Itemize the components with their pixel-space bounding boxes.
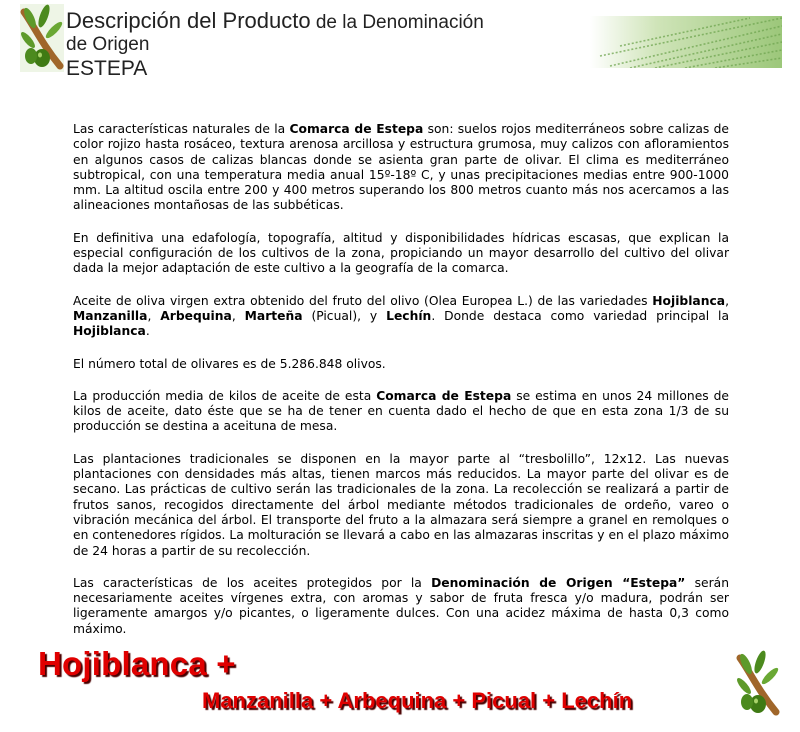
text-run: , bbox=[725, 293, 729, 308]
text-run: (Picual), y bbox=[302, 308, 387, 323]
product-description bbox=[73, 122, 729, 654]
bold-text: Manzanilla bbox=[73, 308, 148, 323]
olive-branch-icon bbox=[736, 650, 780, 718]
bold-text: Arbequina bbox=[160, 308, 232, 323]
olive-branch-icon bbox=[20, 4, 64, 72]
page-title bbox=[66, 8, 586, 81]
text-run: En definitiva una edafología, topografía, altitud y disponibilidades hídricas escasas, que explican la especial configuración de los cultivos de la zona, propiciando un mayor desarrollo del cultivo del olivar dada la mejor adaptación de este cultivo a la geografía de la comarca. bbox=[73, 230, 729, 276]
paragraph bbox=[73, 389, 729, 435]
bold-text: Hojiblanca bbox=[73, 324, 146, 339]
paragraph bbox=[73, 576, 729, 637]
title-main: Descripción del Producto bbox=[66, 8, 311, 33]
title-line-3: ESTEPA bbox=[66, 56, 148, 80]
bold-text: Denominación de Origen “Estepa” bbox=[431, 575, 686, 590]
olive-grove-image bbox=[590, 16, 782, 68]
text-run: , bbox=[231, 308, 245, 323]
varieties-secondary: Manzanilla + Arbequina + Picual + Lechín bbox=[202, 688, 633, 713]
text-run: El número total de olivares es de 5.286.848 olivos. bbox=[73, 356, 386, 371]
text-run: Las características de los aceites protegidos por la bbox=[73, 575, 432, 590]
paragraph bbox=[73, 122, 729, 214]
text-run: serán necesariamente aceites vírgenes extra, con aromas y sabor de fruta fresca y/o madura, podrán ser ligeramente amargos y/o picantes, o ligeramente dulces. Con una acidez máxima de hasta 0,3 como máximo. bbox=[73, 575, 729, 636]
text-run: . bbox=[145, 324, 150, 339]
text-run: La producción media de kilos de aceite de esta bbox=[73, 388, 377, 403]
paragraph bbox=[73, 294, 729, 340]
paragraph bbox=[73, 452, 729, 559]
text-run: Las plantaciones tradicionales se disponen en la mayor parte al “tresbolillo”, 12x12. Las nuevas plantaciones con densidades más altas, tienen marcos más reducidos. La mayor parte del olivar es de secano. Las prácticas de cultivo serán las tradicionales de la zona. La recolección se realizará a partir de frutos sanos, recogidos directamente del árbol mediante métodos tradicionales de ordeño, vareo o vibración mecánica del árbol. El transporte del fruto a la almazara será siempre a granel en remolques o en contenedores rígidos. La molturación se llevará a cabo en las almazaras inscritas y en el plazo máximo de 24 horas a partir de su recolección. bbox=[73, 451, 729, 558]
bold-text: Comarca de Estepa bbox=[289, 122, 424, 136]
varieties-primary: Hojiblanca + bbox=[38, 645, 236, 682]
bold-text: Lechín bbox=[386, 308, 432, 323]
text-run: se estima en unos 24 millones de kilos de aceite, dato éste que se ha de tener en cuenta dado el hecho de que en esta zona 1/3 de su producción se destina a aceituna de mesa. bbox=[73, 388, 729, 434]
bold-text: Hojiblanca bbox=[652, 293, 726, 308]
text-run: , bbox=[147, 308, 161, 323]
text-run: Las características naturales de la bbox=[73, 122, 290, 136]
text-run: . Donde destaca como variedad principal la bbox=[431, 308, 730, 323]
text-run: Aceite de oliva virgen extra obtenido del fruto del olivo (Olea Europea L.) de las variedades bbox=[73, 293, 653, 308]
paragraph bbox=[73, 231, 729, 277]
paragraph bbox=[73, 357, 729, 372]
title-line-2: de Origen bbox=[66, 33, 150, 55]
bold-text: Marteña bbox=[244, 308, 303, 323]
title-rest: de la Denominación bbox=[310, 12, 484, 33]
text-run: son: suelos rojos mediterráneos sobre calizas de color rojizo hasta rosáceo, textura arenosa arcillosa y estructura grumosa, muy calizos con afloramientos en algunos casos de calizas blancas donde se asienta gran parte de olivar. El clima es mediterráneo subtropical, con una temperatura media anual 15º-18º C, y unas precipitaciones medias entre 900-1000 mm. La altitud oscila entre 200 y 400 metros superando los 800 metros cuanto más nos acercamos a las alineaciones montañosas de las subbéticas. bbox=[73, 122, 729, 213]
bold-text: Comarca de Estepa bbox=[376, 388, 512, 403]
